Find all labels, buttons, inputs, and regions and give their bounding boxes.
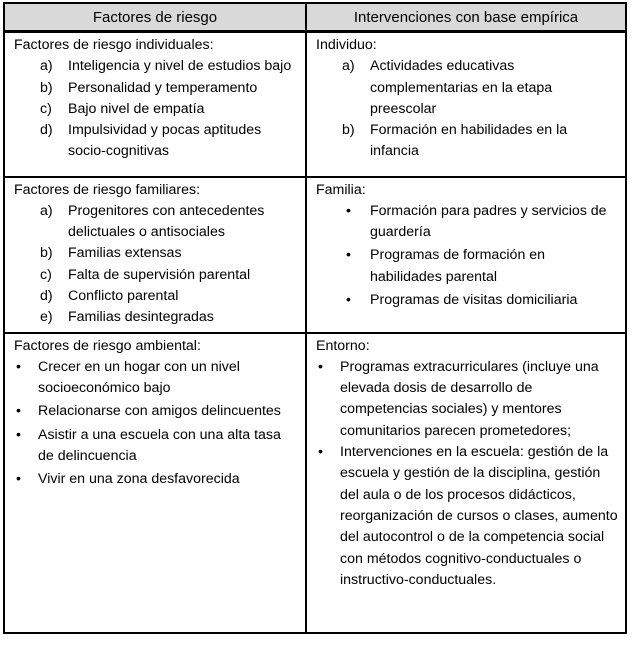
list-marker: a) — [40, 202, 53, 219]
cell-title: Factores de riesgo ambiental: — [14, 337, 201, 354]
list-text: Actividades educativas complementarias en la etapa preescolar — [370, 58, 553, 117]
bullet-icon: • — [16, 403, 21, 420]
risk-cell-environment — [4, 333, 306, 633]
risk-cell-individual — [4, 32, 306, 177]
list-item — [14, 120, 299, 163]
list-item — [14, 286, 299, 307]
list-marker: b) — [40, 245, 53, 262]
list-item — [316, 120, 619, 163]
list-text: Formación para padres y servicios de guardería — [370, 202, 607, 241]
list-marker: c) — [40, 266, 52, 283]
cell-title: Familia: — [316, 181, 366, 198]
list-text: Relacionarse con amigos delincuentes — [38, 403, 281, 420]
intervention-cell-environment — [306, 333, 626, 633]
header-risk-factors: Factores de riesgo — [4, 3, 306, 32]
list-item — [14, 201, 299, 244]
list-text: Crecer en un hogar con un nivel socioeconómico bajo — [38, 358, 240, 397]
list-text: Programas extracurriculares (incluye una elevada dosis de desarrollo de competencias sociales) y mentores comunitarios parecen prometedores; — [340, 358, 599, 439]
list-text: Familias desintegradas — [68, 309, 214, 326]
list-item — [14, 425, 299, 468]
bullet-icon: • — [318, 444, 323, 461]
list-item — [14, 469, 299, 490]
list-marker: a) — [342, 58, 355, 75]
list-item — [316, 442, 619, 591]
list-marker: b) — [342, 122, 355, 139]
cell-title: Factores de riesgo individuales: — [14, 37, 214, 53]
list-item — [316, 357, 619, 442]
bullet-icon: • — [16, 426, 21, 443]
list-item — [14, 357, 299, 400]
list-text: Inteligencia y nivel de estudios bajo — [68, 58, 292, 75]
cell-title: Individuo: — [316, 37, 377, 53]
bullet-icon: • — [16, 358, 21, 375]
bullet-icon: • — [346, 291, 351, 308]
list-marker: d) — [40, 122, 53, 139]
header-interventions: Intervenciones con base empírica — [306, 3, 626, 32]
list-item — [14, 99, 299, 120]
bullet-icon: • — [346, 202, 351, 219]
list-text: Progenitores con antecedentes delictuales o antisociales — [68, 202, 265, 241]
list-text: Formación en habilidades en la infancia — [370, 122, 568, 160]
risk-cell-family — [4, 177, 306, 333]
list-text: Familias extensas — [68, 245, 182, 262]
list-item — [316, 290, 619, 311]
bullet-icon: • — [16, 471, 21, 488]
list-marker: b) — [40, 79, 53, 96]
list-text: Programas de formación en habilidades parental — [370, 247, 546, 285]
intervention-cell-individual — [306, 32, 626, 177]
list-item — [316, 56, 619, 120]
list-item — [14, 401, 299, 422]
table-row-environment — [4, 333, 626, 633]
list-text: Bajo nivel de empatía — [68, 100, 205, 117]
list-marker: e) — [40, 309, 53, 326]
risk-factors-table — [3, 2, 627, 634]
list-text: Personalidad y temperamento — [68, 79, 258, 96]
list-text: Impulsividad y pocas aptitudes socio-cognitivas — [68, 122, 262, 160]
header-row — [4, 3, 626, 32]
table-row-family — [4, 177, 626, 333]
list-marker: a) — [40, 58, 53, 75]
table-row-individual — [4, 32, 626, 177]
list-text: Conflicto parental — [68, 287, 179, 304]
list-item — [14, 56, 299, 77]
list-item — [14, 243, 299, 264]
bullet-icon: • — [318, 358, 323, 375]
list-marker: d) — [40, 287, 53, 304]
list-item — [14, 265, 299, 286]
list-marker: c) — [40, 100, 52, 117]
list-item — [316, 201, 619, 244]
list-text: Asistir a una escuela con una alta tasa de delincuencia — [38, 426, 281, 465]
bullet-icon: • — [346, 247, 351, 264]
list-text: Intervenciones en la escuela: gestión de la escuela y gestión de la disciplina, gestión del aula o de los procesos didácticos, reorganización de cursos o clases, aumento del autocontrol o de la competencia social con métodos cognitivo-conductuales o instructivo-conductuales. — [340, 444, 618, 588]
list-item — [14, 307, 299, 328]
list-text: Falta de supervisión parental — [68, 266, 251, 283]
intervention-cell-family — [306, 177, 626, 333]
list-item — [316, 245, 619, 288]
cell-title: Factores de riesgo familiares: — [14, 181, 201, 198]
list-text: Vivir en una zona desfavorecida — [38, 471, 240, 488]
list-text: Programas de visitas domiciliaria — [370, 291, 578, 308]
cell-title: Entorno: — [316, 337, 370, 354]
list-item — [14, 78, 299, 99]
